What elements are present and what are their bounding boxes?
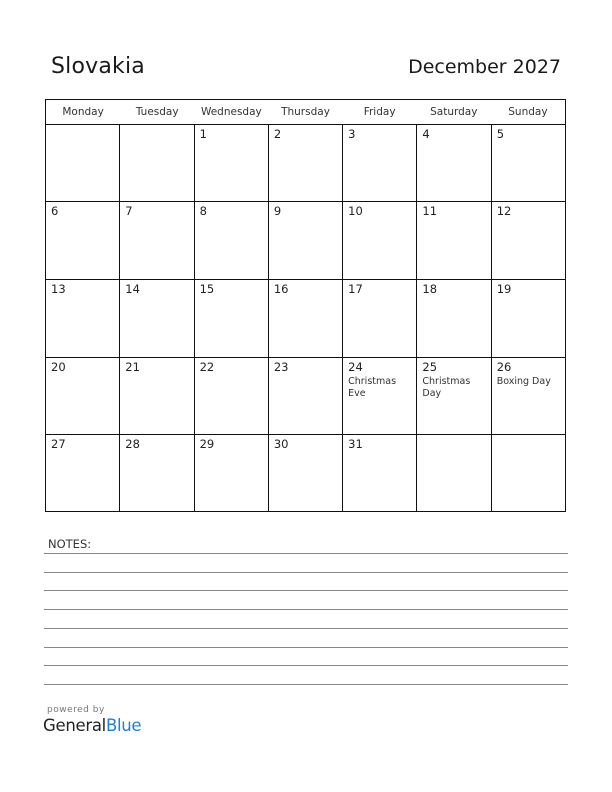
week-row: [46, 280, 565, 357]
weekday-header-row: [46, 100, 565, 125]
calendar-grid: [45, 99, 566, 512]
weekday-monday: Monday: [62, 106, 104, 118]
day-cell: [269, 358, 343, 434]
day-cell: [195, 202, 269, 279]
day-number: 7: [125, 204, 133, 218]
note-line: [44, 647, 568, 648]
holiday-label: Christmas Eve: [348, 376, 397, 399]
day-cell: [269, 202, 343, 279]
day-cell: [492, 435, 565, 511]
day-cell: [417, 280, 491, 357]
day-cell: [120, 358, 194, 434]
weekday-friday: Friday: [363, 106, 396, 118]
day-cell: [343, 435, 417, 511]
note-line: [44, 553, 568, 554]
day-number: 11: [422, 204, 438, 218]
day-number: 28: [125, 437, 140, 451]
day-cell: [417, 435, 491, 511]
holiday-label: Boxing Day: [496, 376, 551, 387]
note-line: [44, 628, 568, 629]
day-number: 13: [51, 282, 66, 296]
day-number: 3: [348, 127, 356, 141]
weekday-saturday: Saturday: [430, 106, 478, 118]
note-line: [44, 609, 568, 610]
day-cell: [46, 358, 120, 434]
day-cell: [492, 202, 565, 279]
holiday-label: Christmas Day: [422, 376, 471, 399]
day-cell: [417, 358, 491, 434]
brand-general: General: [43, 716, 106, 735]
week-row: [46, 358, 565, 434]
day-cell: [417, 202, 491, 279]
day-number: 2: [273, 127, 282, 141]
day-number: 20: [51, 360, 66, 374]
day-cell: [269, 280, 343, 357]
day-cell: [195, 280, 269, 357]
day-cell: [343, 202, 417, 279]
day-number: 10: [348, 204, 363, 218]
day-number: 25: [422, 360, 438, 374]
weekday-tuesday: Tuesday: [135, 106, 179, 118]
day-cell: [120, 280, 194, 357]
day-cell: [195, 358, 269, 434]
day-cell: [343, 125, 417, 201]
day-number: 31: [348, 437, 363, 451]
day-number: 16: [273, 282, 289, 296]
week-row: [46, 125, 565, 201]
day-cell: [195, 125, 269, 201]
day-cell: [46, 125, 120, 201]
day-number: 4: [422, 127, 430, 141]
day-number: 21: [125, 360, 140, 374]
brand-blue: Blue: [105, 716, 142, 735]
day-cell: [417, 125, 491, 201]
note-line: [44, 590, 568, 591]
day-number: 17: [348, 282, 363, 296]
day-number: 29: [199, 437, 215, 451]
day-cell: [343, 280, 417, 357]
day-number: 24: [348, 360, 363, 374]
day-cell: [120, 202, 194, 279]
page-title-country: Slovakia: [51, 54, 145, 79]
day-cell: [269, 435, 343, 511]
day-cell: [46, 280, 120, 357]
day-cell: [492, 280, 565, 357]
brand-logo: [43, 716, 141, 735]
note-line: [44, 665, 568, 666]
page-title-month: December 2027: [408, 56, 561, 78]
weekday-wednesday: Wednesday: [200, 106, 262, 118]
day-number: 8: [199, 204, 207, 218]
day-cell: [195, 435, 269, 511]
day-number: 5: [496, 127, 505, 141]
day-cell: [46, 202, 120, 279]
note-line: [44, 684, 568, 685]
day-number: 30: [273, 437, 289, 451]
day-cell: [492, 358, 565, 434]
day-cell: [46, 435, 120, 511]
day-cell: [343, 358, 417, 434]
weekday-thursday: Thursday: [281, 106, 330, 118]
day-number: 14: [125, 282, 140, 296]
day-number: 15: [199, 282, 215, 296]
weekday-sunday: Sunday: [508, 106, 548, 118]
day-number: 27: [51, 437, 66, 451]
day-number: 23: [273, 360, 289, 374]
powered-by-text: powered by: [47, 705, 105, 715]
day-number: 18: [422, 282, 438, 296]
day-cell: [120, 125, 194, 201]
day-cell: [120, 435, 194, 511]
day-cell: [269, 125, 343, 201]
week-row: [46, 202, 565, 279]
day-number: 1: [199, 127, 207, 141]
day-number: 19: [496, 282, 512, 296]
day-cell: [492, 125, 565, 201]
note-line: [44, 572, 568, 573]
notes-label: NOTES:: [48, 537, 92, 551]
day-number: 22: [199, 360, 215, 374]
day-number: 26: [496, 360, 512, 374]
week-row: [46, 435, 565, 511]
day-number: 9: [273, 204, 282, 218]
day-number: 6: [51, 204, 59, 218]
day-number: 12: [496, 204, 512, 218]
